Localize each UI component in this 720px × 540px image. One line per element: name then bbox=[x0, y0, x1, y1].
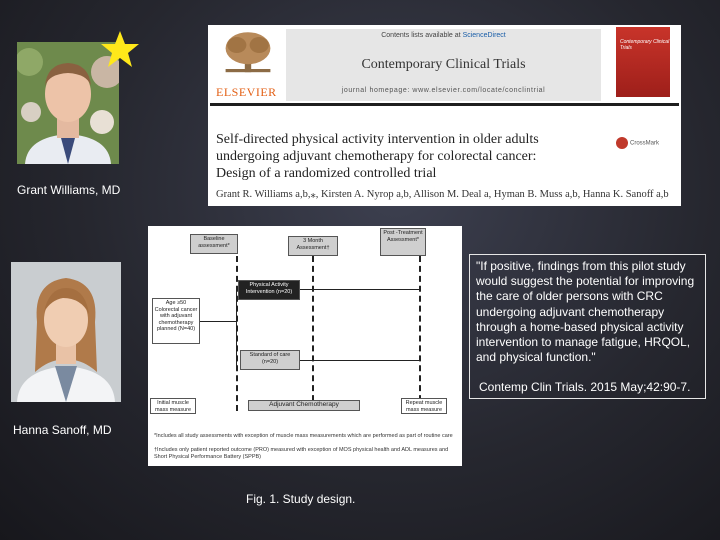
cover-title: Contemporary Clinical Trials bbox=[620, 39, 670, 51]
contents-prefix: Contents lists available at bbox=[381, 32, 463, 39]
post-treatment-timeline-dash bbox=[419, 256, 421, 411]
quote-box bbox=[469, 254, 706, 399]
figure-caption: Fig. 1. Study design. bbox=[246, 492, 356, 506]
study-design-figure bbox=[148, 226, 462, 466]
quote-citation: Contemp Clin Trials. 2015 May;42:90-7. bbox=[479, 380, 691, 394]
initial-muscle-mass-box: Initial muscle mass measure bbox=[150, 398, 196, 414]
header-divider bbox=[210, 103, 679, 106]
journal-homepage: journal homepage: www.elsevier.com/locate/conclintrial bbox=[341, 87, 546, 94]
randomization-bracket bbox=[236, 289, 237, 369]
three-month-timeline-dash bbox=[312, 256, 314, 411]
contents-line bbox=[286, 32, 601, 39]
star-icon bbox=[100, 30, 140, 68]
standard-arm-line bbox=[300, 360, 420, 361]
article-title-line-2: undergoing adjuvant chemotherapy for colorectal cancer: bbox=[216, 149, 537, 164]
figure-footnote-2: †Includes only patient reported outcome (PRO) measured with exception of MOS physical health and ADL measures and Short Physical Performance Battery (SPPB) bbox=[154, 447, 449, 460]
three-month-assessment-box: 3 Month Assessment† bbox=[288, 236, 338, 256]
journal-name: Contemporary Clinical Trials bbox=[361, 57, 526, 72]
article-title-line-1: Self-directed physical activity intervention in older adults bbox=[216, 132, 539, 147]
crossmark-label: CrossMark bbox=[630, 140, 660, 147]
adjuvant-chemotherapy-box: Adjuvant Chemotherapy bbox=[248, 400, 360, 411]
baseline-assessment-box: Baseline assessment* bbox=[190, 234, 238, 254]
eligibility-box: Age ≥50 Colorectal cancer with adjuvant chemotherapy planned (N=40) bbox=[152, 298, 200, 344]
publisher-name: ELSEVIER bbox=[216, 85, 277, 99]
journal-article-header bbox=[208, 25, 681, 206]
hanna-sanoff-caption: Hanna Sanoff, MD bbox=[13, 423, 112, 437]
journal-cover bbox=[616, 27, 670, 97]
article-title-line-3: Design of a randomized controlled trial bbox=[216, 166, 437, 181]
intervention-arm-box: Physical Activity Intervention (n=20) bbox=[238, 280, 300, 300]
hanna-sanoff-photo bbox=[11, 262, 121, 402]
repeat-muscle-mass-box: Repeat muscle mass measure bbox=[401, 398, 447, 414]
journal-banner bbox=[286, 29, 601, 101]
post-treatment-assessment-box: Post -Treatment Assessment* bbox=[380, 228, 426, 256]
sciencedirect-link[interactable]: ScienceDirect bbox=[462, 32, 506, 39]
eligibility-connector bbox=[200, 321, 236, 322]
article-authors: Grant R. Williams a,b,⁎, Kirsten A. Nyrop a,b, Allison M. Deal a, Hyman B. Muss a,b, Hanna K. Sanoff a,b bbox=[216, 189, 669, 200]
intervention-arm-line bbox=[300, 289, 420, 290]
quote-text: "If positive, findings from this pilot study would suggest the potential for improving the care of older persons with CRC undergoing adjuvant chemotherapy through a home-based physical activity intervention to manage fatigue, HRQOL, and physical function." bbox=[476, 259, 695, 365]
grant-williams-caption: Grant Williams, MD bbox=[17, 183, 121, 197]
standard-of-care-box: Standard of care (n=20) bbox=[240, 350, 300, 370]
crossmark-badge bbox=[616, 137, 659, 149]
article-title bbox=[216, 131, 539, 182]
figure-footnote-1: *Includes all study assessments with exception of muscle mass measurements which are performed as part of routine care bbox=[154, 433, 453, 439]
crossmark-icon bbox=[616, 137, 628, 149]
